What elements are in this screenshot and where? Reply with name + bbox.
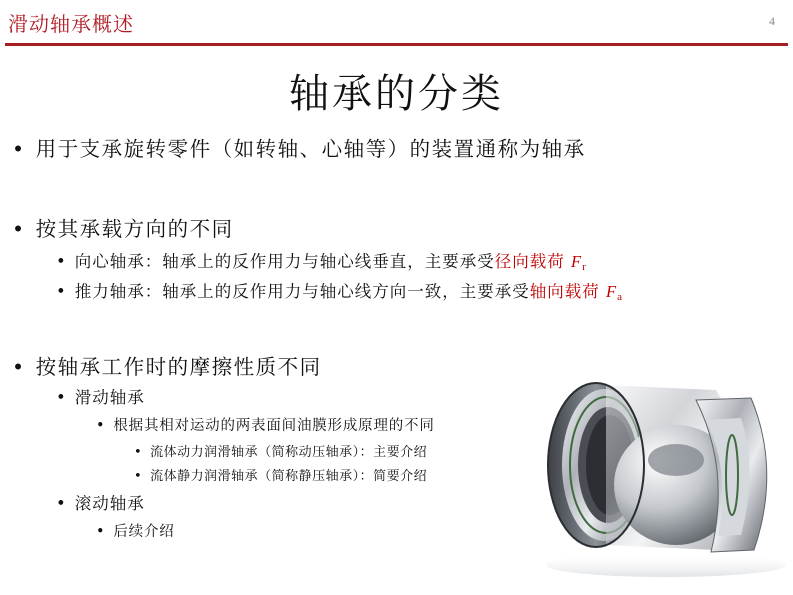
bullet-hydrodynamic [134,441,427,460]
radial-load-symbol: F [570,252,583,271]
bullet-dot-icon: • [12,217,26,241]
bullet-thrust-bearing [56,278,623,303]
bullet-dot-icon: • [56,252,67,271]
page-number: 4 [769,14,775,28]
bullet-text: 向心轴承：轴承上的反作用力与轴心线垂直，主要承受 [74,252,495,271]
axial-load-symbol: F [605,282,618,301]
bullet-rolling-bearing [56,490,145,514]
bullet-dot-icon: • [56,494,67,513]
bullet-text: 流体动力润滑轴承（简称动压轴承）：主要介绍 [150,445,428,460]
bullet-dot-icon: • [12,137,26,161]
bullet-dot-icon: • [56,388,67,407]
bullet-text: 流体静力润滑轴承（简称静压轴承）：简要介绍 [150,469,428,484]
bullet-dot-icon: • [12,355,26,379]
bullet-dot-icon: • [96,418,106,434]
axial-load-subscript: a [617,291,623,303]
bullet-text: 根据其相对运动的两表面间油膜形成原理的不同 [113,418,435,434]
bullet-radial-bearing [56,248,587,273]
slide-title: 轴承的分类 [289,71,504,117]
bearing-image [526,360,788,580]
bullet-sliding-bearing [56,384,145,408]
bullet-oil-film-principle [96,414,435,435]
bullet-dot-icon: • [134,469,143,484]
header-rule [5,43,788,46]
bullet-text: 按其承载方向的不同 [35,217,234,241]
bullet-dot-icon: • [56,282,67,301]
header-title: 滑动轴承概述 [8,12,134,36]
bearing-illustration-icon [526,360,788,580]
radial-load-highlight: 径向载荷 [494,252,565,271]
bullet-general [12,132,586,162]
bullet-text: 按轴承工作时的摩擦性质不同 [35,355,322,379]
bullet-text: 滑动轴承 [74,388,145,407]
bullet-friction-type [12,350,322,380]
bullet-text: 用于支承旋转零件（如转轴、心轴等）的装置通称为轴承 [35,137,586,161]
radial-load-subscript: r [582,261,587,273]
bullet-load-direction [12,212,234,242]
bullet-text: 推力轴承：轴承上的反作用力与轴心线方向一致，主要承受 [74,282,530,301]
bullet-dot-icon: • [134,445,143,460]
bullet-text: 后续介绍 [113,524,175,540]
bullet-hydrostatic [134,465,427,484]
axial-load-highlight: 轴向载荷 [529,282,600,301]
bullet-later-intro [96,520,175,541]
bullet-text: 滚动轴承 [74,494,145,513]
bullet-dot-icon: • [96,524,106,540]
